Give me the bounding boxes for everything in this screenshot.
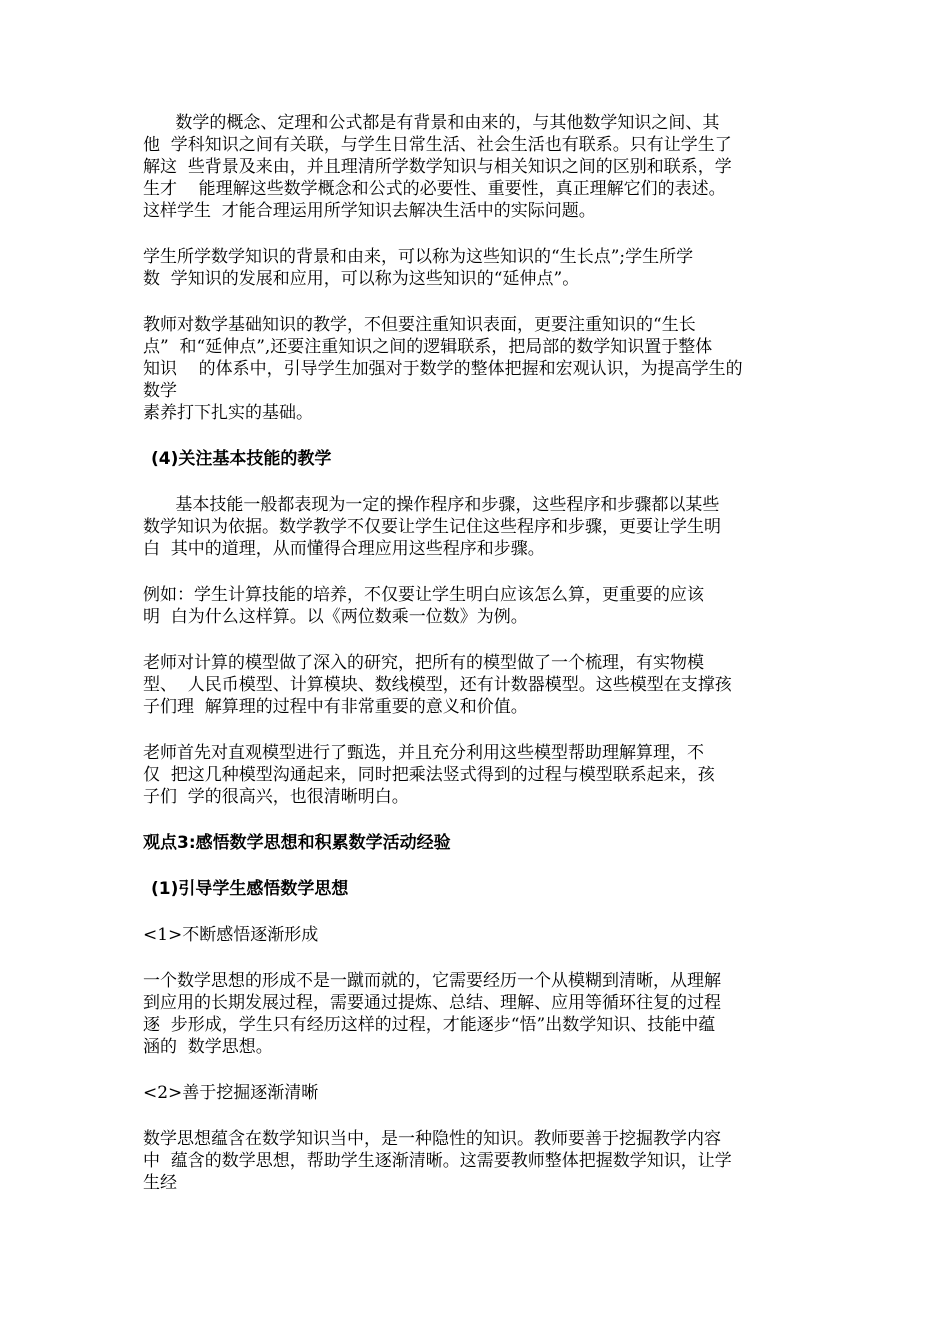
text-line: 数学思想蕴含在数学知识当中，是一种隐性的知识。教师要善于挖掘教学内容 xyxy=(143,1129,721,1149)
text-line: 学生所学数学知识的背景和由来，可以称为这些知识的“生长点”;学生所学 xyxy=(143,247,694,267)
text-line: 数学 xyxy=(143,381,177,401)
subheading-2 xyxy=(143,1082,823,1104)
text-line: 点” 和“延伸点”,还要注重知识之间的逻辑联系，把局部的数学知识置于整体 xyxy=(143,337,713,357)
text-line: 老师对计算的模型做了深入的研究，把所有的模型做了一个梳理，有实物模 xyxy=(143,653,704,673)
text-line: 到应用的长期发展过程，需要通过提炼、总结、理解、应用等循环往复的过程 xyxy=(143,993,721,1013)
text-line: 生才 能理解这些数学概念和公式的必要性、重要性，真正理解它们的表述。 xyxy=(143,179,726,199)
text-line: 子们 学的很高兴，也很清晰明白。 xyxy=(143,787,409,807)
text-line: 他 学科知识之间有关联，与学生日常生活、社会生活也有联系。只有让学生了 xyxy=(143,135,732,155)
text-line: 这样学生 才能合理运用所学知识去解决生活中的实际问题。 xyxy=(143,201,596,221)
text-line: 生经 xyxy=(143,1173,177,1193)
paragraph-7 xyxy=(143,742,823,808)
text-line: 素养打下扎实的基础。 xyxy=(143,403,313,423)
text-line: 中 蕴含的数学思想，帮助学生逐渐清晰。这需要教师整体把握数学知识，让学 xyxy=(143,1151,732,1171)
text-line: <1>不断感悟逐渐形成 xyxy=(143,925,319,945)
text-line: 老师首先对直观模型进行了甄选，并且充分利用这些模型帮助理解算理，不 xyxy=(143,743,704,763)
text-line: 白 其中的道理，从而懂得合理应用这些程序和步骤。 xyxy=(143,539,545,559)
text-line: 解这 些背景及来由，并且理清所学数学知识与相关知识之间的区别和联系，学 xyxy=(143,157,732,177)
text-line: 涵的 数学思想。 xyxy=(143,1037,273,1057)
text-line: 教师对数学基础知识的教学，不但要注重知识表面，更要注重知识的“生长 xyxy=(143,315,696,335)
paragraph-5 xyxy=(143,584,823,628)
text-line: 逐 步形成，学生只有经历这样的过程，才能逐步“悟”出数学知识、技能中蕴 xyxy=(143,1015,716,1035)
text-line: 明 白为什么这样算。以《两位数乘一位数》为例。 xyxy=(143,607,528,627)
text-line: 数学的概念、定理和公式都是有背景和由来的，与其他数学知识之间、其 xyxy=(143,113,720,133)
paragraph-2 xyxy=(143,246,823,290)
text-line: 知识 的体系中，引导学生加强对于数学的整体把握和宏观认识，为提高学生的 xyxy=(143,359,743,379)
paragraph-3 xyxy=(143,314,823,424)
text-line: <2>善于挖掘逐渐清晰 xyxy=(143,1083,319,1103)
section-heading-viewpoint-3: 观点3:感悟数学思想和积累数学活动经验 xyxy=(143,833,451,853)
text-line: 型、 人民币模型、计算模块、数线模型，还有计数器模型。这些模型在支撑孩 xyxy=(143,675,732,695)
document-page xyxy=(143,112,823,1218)
text-line: 子们理 解算理的过程中有非常重要的意义和价值。 xyxy=(143,697,528,717)
paragraph-6 xyxy=(143,652,823,718)
text-line: 仅 把这几种模型沟通起来，同时把乘法竖式得到的过程与模型联系起来，孩 xyxy=(143,765,715,785)
text-line: 数学知识为依据。数学教学不仅要让学生记住这些程序和步骤，更要让学生明 xyxy=(143,517,721,537)
subheading-1 xyxy=(143,924,823,946)
text-line: 例如：学生计算技能的培养，不仅要让学生明白应该怎么算，更重要的应该 xyxy=(143,585,704,605)
paragraph-4 xyxy=(143,494,823,560)
paragraph-1 xyxy=(143,112,823,222)
text-line: 基本技能一般都表现为一定的操作程序和步骤，这些程序和步骤都以某些 xyxy=(143,495,720,515)
text-line: 数 学知识的发展和应用，可以称为这些知识的“延伸点”。 xyxy=(143,269,580,289)
paragraph-9 xyxy=(143,1128,823,1194)
section-heading-math-thinking: (1)引导学生感悟数学思想 xyxy=(151,879,349,899)
section-heading-basic-skills: (4)关注基本技能的教学 xyxy=(151,449,332,469)
paragraph-8 xyxy=(143,970,823,1058)
text-line: 一个数学思想的形成不是一蹴而就的，它需要经历一个从模糊到清晰，从理解 xyxy=(143,971,721,991)
